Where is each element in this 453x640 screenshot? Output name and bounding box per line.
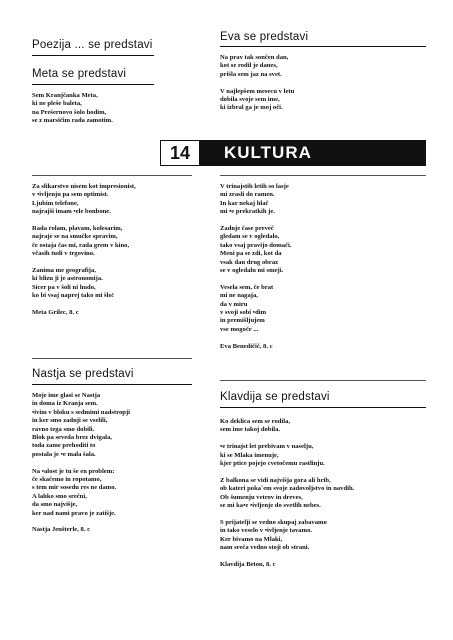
- divider: [220, 175, 426, 176]
- signature-nastja: Nastja Jenšterle, 8. c: [32, 526, 91, 534]
- poem-line: Ob šumenju vetrov in dreves,: [220, 493, 303, 501]
- poem-line: Ko deklica sem se rodila,: [220, 418, 291, 425]
- poem-line: na Prešernovo šolo hodim,: [32, 108, 107, 116]
- poem-line: Meni pa se zdi, kot da: [220, 250, 282, 258]
- poem-title-meta: Meta se predstavi: [32, 68, 127, 80]
- poem-nastja: [32, 392, 130, 543]
- poem-line: najrajši imam •ele bonbone.: [32, 208, 111, 216]
- poem-line: Vesela sem, če brat: [220, 283, 274, 291]
- signature-eva: Eva Benedičič, 8. c: [220, 342, 273, 350]
- poem-line: V najlepšem mesecu v letu: [220, 87, 295, 95]
- poem-line: ki izbral ga je moj oči.: [220, 104, 283, 112]
- poem-line: ko bi vsaj naprej tako mi šlo!: [32, 292, 114, 300]
- poem-line: nam sreča vedno stoji ob strani.: [220, 544, 310, 552]
- poem-line: Z balkona se vidi najvišja gora ali hrib,: [220, 476, 331, 484]
- poem-line: Ker bivamo na Mlaki,: [220, 535, 283, 543]
- divider: [32, 358, 192, 359]
- poem-line: če ostaja čas mi, rada grem v kino,: [32, 241, 130, 249]
- title-underline: [32, 384, 192, 385]
- poem-line: Zadnje čase preveč: [220, 225, 274, 233]
- poem-line: gledam se v ogledalo,: [220, 233, 280, 241]
- poem-line: Ljubim telefone,: [32, 199, 79, 207]
- poem-line: Za slikarstvo nisem kot impresionist,: [32, 183, 136, 190]
- poem-title-nastja: Nastja se predstavi: [32, 368, 134, 380]
- poem-line: toda zame prehoditi to: [32, 442, 96, 450]
- title-underline: [220, 407, 426, 408]
- poem-line: •e trinajst let prebivam v naselju,: [220, 443, 314, 451]
- section-label: KULTURA: [224, 143, 312, 162]
- poem-line: se z marsičim rada zamotim.: [32, 117, 113, 125]
- poem-line: se mi ka•e •ivljenje do svetlih nebes.: [220, 502, 321, 510]
- poem-line: ki ne pleše baleta,: [32, 100, 82, 108]
- poem-line: S prijatelji se vedno skupaj zabavamo: [220, 518, 327, 526]
- poem-line: V trinajstih letih so lasje: [220, 183, 289, 190]
- poem-line: A lahko smo srečni,: [32, 492, 87, 500]
- poem-line: in ker smo zadnji se vselili,: [32, 417, 108, 425]
- poem-eva-intro: [220, 54, 294, 121]
- poem-line: vsak dan drug obraz: [220, 258, 279, 266]
- poem-line: včasih tudi v trgovino.: [32, 250, 95, 258]
- poem-line: in tako veselo v •ivljenje tavamo.: [220, 527, 313, 535]
- poem-line: mi zrasli do ramen.: [220, 191, 275, 199]
- poem-line: če skačemo in ropotamo,: [32, 476, 102, 484]
- poem-line: kot se rodil je danes,: [220, 62, 278, 70]
- poem-line: Moje ime glasi se Nastja: [32, 392, 101, 399]
- title-underline: [32, 84, 154, 85]
- poem-line: Sem Kranjčanka Meta,: [32, 92, 98, 99]
- poem-line: vse mogoče ...: [220, 325, 259, 333]
- title-underline: [220, 46, 426, 47]
- poem-line: mi ne nagaja,: [220, 292, 258, 300]
- signature-meta: Meta Grilec, 8. c: [32, 309, 79, 317]
- poem-line: ki se Mlaka imenuje,: [220, 451, 279, 459]
- poem-line: kjer ptice pojejo cvetočemu rastlinju.: [220, 460, 325, 468]
- poem-line: ob kateri pokaˇem svoje zadovoljstvo in navdih.: [220, 485, 355, 493]
- poem-line: s tem mir sosedu res ne damo.: [32, 484, 117, 492]
- poem-line: da v miru: [220, 300, 248, 308]
- poem-klavdija: [220, 418, 354, 578]
- poem-line: Na prav tak sončen dan,: [220, 54, 289, 61]
- poem-line: In kar nekaj hlač: [220, 199, 269, 207]
- poem-line: v •ivljenju pa sem optimist.: [32, 191, 109, 199]
- poem-line: Sicer pa v šoli ni hudo,: [32, 283, 96, 291]
- poem-line: in doma iz Kranja sem.: [32, 400, 98, 408]
- divider: [32, 175, 192, 176]
- poem-line: Blok pa seveda brez dvigala,: [32, 434, 112, 442]
- poem-line: prišla sem jaz na svet.: [220, 70, 282, 78]
- poem-line: ker nad nami pravo je zatišje.: [32, 509, 116, 517]
- poem-line: ki blizu ji je astronomija.: [32, 275, 103, 283]
- section-title-poezija: Poezija ... se predstavi: [32, 39, 153, 51]
- poem-line: tako vsaj pravijo domači.: [220, 241, 292, 249]
- poem-line: v svoji sobi •dim: [220, 309, 267, 317]
- poem-line: Na •alost je tu še en problem:: [32, 467, 115, 475]
- section-banner: [160, 140, 426, 166]
- title-underline: [32, 55, 154, 56]
- poem-line: sem ime takoj dobila.: [220, 426, 281, 434]
- page-number: 14: [160, 140, 200, 166]
- poem-title-eva: Eva se predstavi: [220, 31, 309, 43]
- poem-line: •ivim v bloku s sedmimi nadstropji: [32, 408, 130, 416]
- poem-line: da smo najvišje,: [32, 501, 78, 509]
- poem-line: najraje se na smučke spravim,: [32, 233, 118, 241]
- poem-title-klavdija: Klavdija se predstavi: [220, 391, 330, 403]
- poem-meta-intro: [32, 92, 113, 134]
- poem-line: in premišljujem: [220, 317, 265, 325]
- poem-eva-body: [220, 183, 291, 359]
- poem-meta-body: [32, 183, 136, 326]
- poem-line: Rada rolam, plavam, kolesarim,: [32, 225, 123, 233]
- poem-line: dobila svoje sem ime,: [220, 96, 280, 104]
- divider: [220, 380, 426, 381]
- poem-line: ravno tega smo dobili.: [32, 425, 95, 433]
- poem-line: se v ogledalu mi smeji.: [220, 267, 284, 275]
- poem-line: mi •e prekratkih je.: [220, 208, 275, 216]
- poem-line: postala je •e mala šala.: [32, 450, 96, 458]
- poem-line: Zanima me geografija,: [32, 267, 96, 275]
- signature-klavdija: Klavdija Beton, 8. c: [220, 560, 276, 568]
